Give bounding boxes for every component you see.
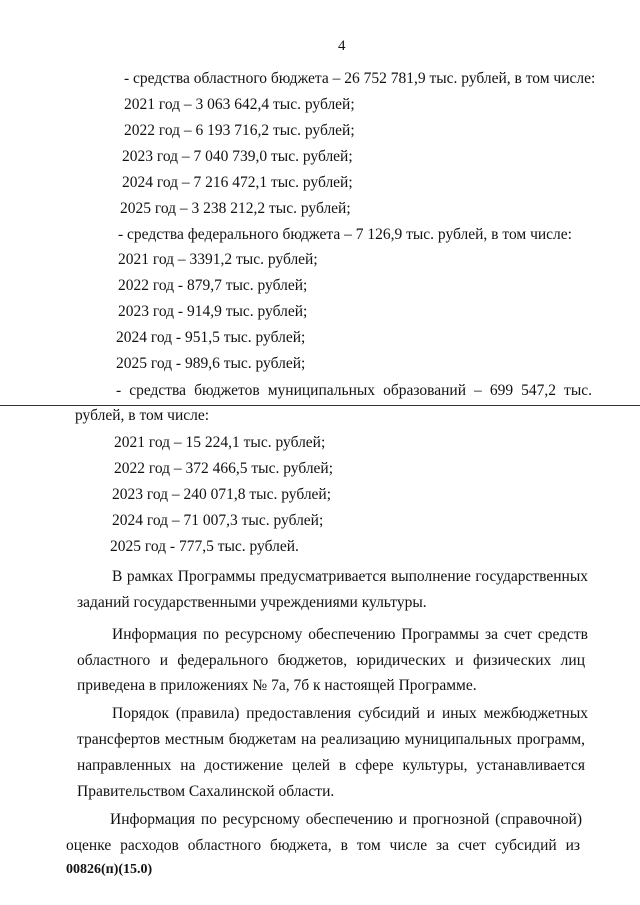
page-number: 4 [338,38,346,54]
municipal-budget-header-line2: рублей, в том числе: [75,407,210,424]
paragraph-3-line-2: трансфертов местным бюджетам на реализацию муниципальных программ, [77,731,585,748]
paragraph-2-line-2: областного и федерального бюджетов, юридических и физических лиц [77,652,585,669]
paragraph-1-line-2: заданий государственными учреждениями культуры. [77,594,427,611]
scan-divider-line [0,405,640,406]
municipal-year-2024: 2024 год – 71 007,3 тыс. рублей; [112,512,324,529]
federal-year-2024: 2024 год - 951,5 тыс. рублей; [116,329,306,346]
paragraph-4-line-2: оценке расходов областного бюджета, в том числе за счет субсидий из [66,837,580,854]
federal-year-2021: 2021 год – 3391,2 тыс. рублей; [118,251,318,268]
federal-year-2023: 2023 год - 914,9 тыс. рублей; [118,303,308,320]
paragraph-3-line-4: Правительством Сахалинской области. [77,783,335,800]
regional-year-2022: 2022 год – 6 193 716,2 тыс. рублей; [124,122,355,139]
paragraph-3-line-3: направленных на достижение целей в сфере культуры, устанавливается [77,757,585,774]
regional-year-2021: 2021 год – 3 063 642,4 тыс. рублей; [124,96,355,113]
regional-year-2024: 2024 год – 7 216 472,1 тыс. рублей; [122,174,353,191]
paragraph-2-line-3: приведена в приложениях № 7а, 7б к настоящей Программе. [77,677,477,694]
municipal-year-2023: 2023 год – 240 071,8 тыс. рублей; [112,486,332,503]
municipal-budget-header-line1: - средства бюджетов муниципальных образований – 699 547,2 тыс. [116,382,592,399]
regional-year-2023: 2023 год – 7 040 739,0 тыс. рублей; [122,148,353,165]
regional-year-2025: 2025 год – 3 238 212,2 тыс. рублей; [120,200,351,217]
paragraph-4-line-1: Информация по ресурсному обеспечению и прогнозной (справочной) [110,811,582,828]
municipal-year-2022: 2022 год – 372 466,5 тыс. рублей; [114,460,334,477]
municipal-year-2021: 2021 год – 15 224,1 тыс. рублей; [114,434,326,451]
municipal-year-2025: 2025 год - 777,5 тыс. рублей. [110,538,299,555]
federal-year-2025: 2025 год - 989,6 тыс. рублей; [116,355,306,372]
paragraph-1-line-1: В рамках Программы предусматривается выполнение государственных [112,568,588,585]
paragraph-2-line-1: Информация по ресурсному обеспечению Программы за счет средств [112,626,588,643]
federal-year-2022: 2022 год - 879,7 тыс. рублей; [118,277,308,294]
federal-budget-header: - средства федерального бюджета – 7 126,9 тыс. рублей, в том числе: [118,226,572,243]
paragraph-3-line-1: Порядок (правила) предоставления субсидий и иных межбюджетных [112,705,588,722]
document-code: 00826(п)(15.0) [66,862,153,877]
regional-budget-header: - средства областного бюджета – 26 752 781,9 тыс. рублей, в том числе: [124,70,596,87]
